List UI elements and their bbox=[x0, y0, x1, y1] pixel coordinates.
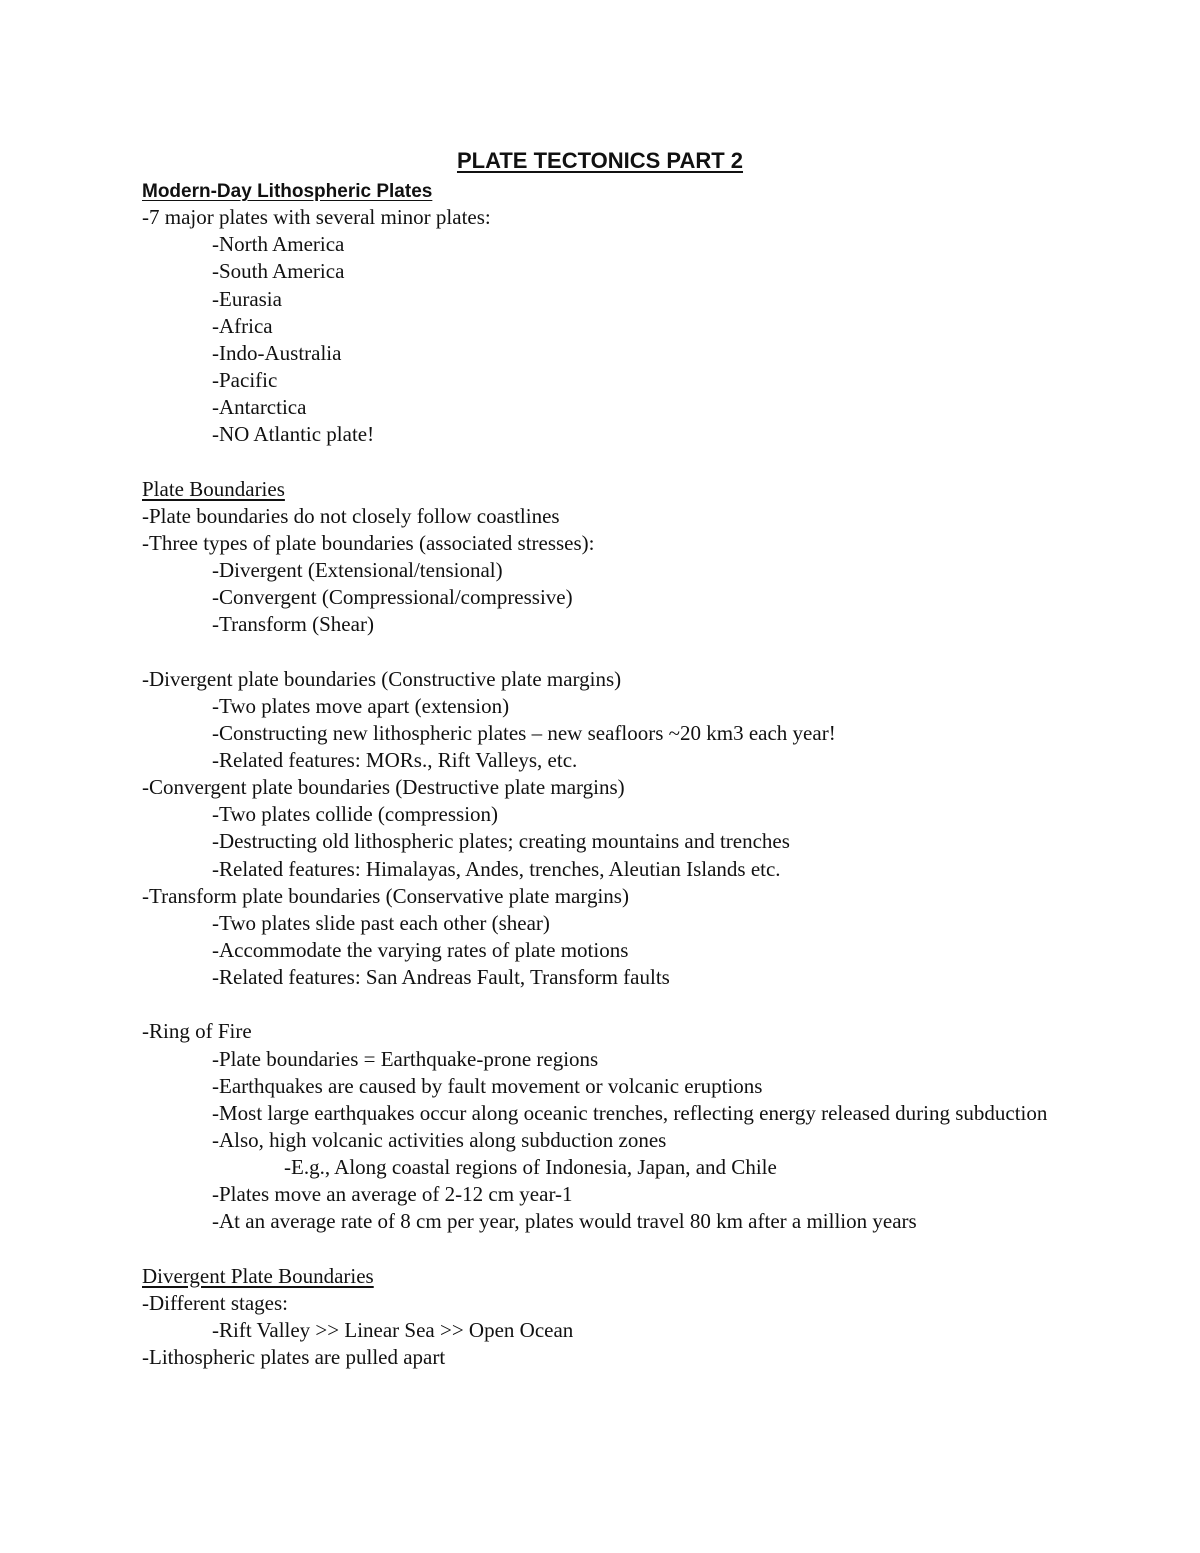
section-heading-divergent-boundaries: Divergent Plate Boundaries bbox=[142, 1263, 374, 1288]
divergent-stages-line: -Lithospheric plates are pulled apart bbox=[142, 1345, 446, 1370]
boundary-type-item: -Convergent (Compressional/compressive) bbox=[212, 585, 573, 610]
ring-of-fire-item: -Also, high volcanic activities along subduction zones bbox=[212, 1127, 667, 1152]
spacer bbox=[142, 448, 1062, 475]
ring-of-fire-item: -Plate boundaries = Earthquake-prone regions bbox=[212, 1046, 599, 1071]
transform-item: -Related features: San Andreas Fault, Transform faults bbox=[212, 965, 670, 990]
convergent-heading: -Convergent plate boundaries (Destructive plate margins) bbox=[142, 775, 625, 800]
transform-item: -Accommodate the varying rates of plate motions bbox=[212, 937, 629, 962]
plate-item: -Pacific bbox=[212, 367, 278, 392]
plate-item: -Africa bbox=[212, 313, 273, 338]
convergent-item: -Two plates collide (compression) bbox=[212, 802, 499, 827]
boundaries-line: -Three types of plate boundaries (associated stresses): bbox=[142, 530, 595, 555]
page-title: PLATE TECTONICS PART 2 bbox=[456, 148, 744, 173]
ring-of-fire-item: -Plates move an average of 2-12 cm year-1 bbox=[212, 1182, 573, 1207]
plate-item: -Antarctica bbox=[212, 395, 307, 420]
spacer bbox=[142, 1236, 1062, 1263]
plate-item: -South America bbox=[212, 259, 345, 284]
document-body bbox=[142, 177, 1062, 1371]
divergent-item: -Constructing new lithospheric plates – new seafloors ~20 km3 each year! bbox=[212, 720, 836, 745]
spacer bbox=[142, 991, 1062, 1018]
plate-item: -Eurasia bbox=[212, 286, 282, 311]
ring-of-fire-example: -E.g., Along coastal regions of Indonesia, Japan, and Chile bbox=[284, 1155, 777, 1180]
ring-of-fire-heading: -Ring of Fire bbox=[142, 1019, 252, 1044]
transform-heading: -Transform plate boundaries (Conservative plate margins) bbox=[142, 883, 629, 908]
plates-intro: -7 major plates with several minor plates: bbox=[142, 205, 491, 230]
ring-of-fire-item: -Earthquakes are caused by fault movement or volcanic eruptions bbox=[212, 1073, 763, 1098]
boundary-type-item: -Transform (Shear) bbox=[212, 612, 374, 637]
transform-item: -Two plates slide past each other (shear) bbox=[212, 910, 550, 935]
boundaries-line: -Plate boundaries do not closely follow coastlines bbox=[142, 503, 560, 528]
ring-of-fire-item: -At an average rate of 8 cm per year, plates would travel 80 km after a million years bbox=[212, 1209, 917, 1234]
divergent-heading: -Divergent plate boundaries (Constructive plate margins) bbox=[142, 666, 622, 691]
plate-item: -Indo-Australia bbox=[212, 340, 342, 365]
convergent-item: -Related features: Himalayas, Andes, trenches, Aleutian Islands etc. bbox=[212, 856, 781, 881]
section-heading-lithospheric-plates: Modern-Day Lithospheric Plates bbox=[142, 181, 433, 202]
plate-item: -North America bbox=[212, 232, 345, 257]
boundary-type-item: -Divergent (Extensional/tensional) bbox=[212, 557, 503, 582]
ring-of-fire-item: -Most large earthquakes occur along oceanic trenches, reflecting energy released during subduction bbox=[212, 1100, 1048, 1125]
plate-item: -NO Atlantic plate! bbox=[212, 422, 375, 447]
divergent-stages-item: -Rift Valley >> Linear Sea >> Open Ocean bbox=[212, 1317, 574, 1342]
divergent-item: -Two plates move apart (extension) bbox=[212, 693, 510, 718]
divergent-item: -Related features: MORs., Rift Valleys, etc. bbox=[212, 747, 578, 772]
section-heading-plate-boundaries: Plate Boundaries bbox=[142, 476, 285, 501]
spacer bbox=[142, 638, 1062, 665]
divergent-stages-line: -Different stages: bbox=[142, 1290, 288, 1315]
convergent-item: -Destructing old lithospheric plates; creating mountains and trenches bbox=[212, 829, 790, 854]
